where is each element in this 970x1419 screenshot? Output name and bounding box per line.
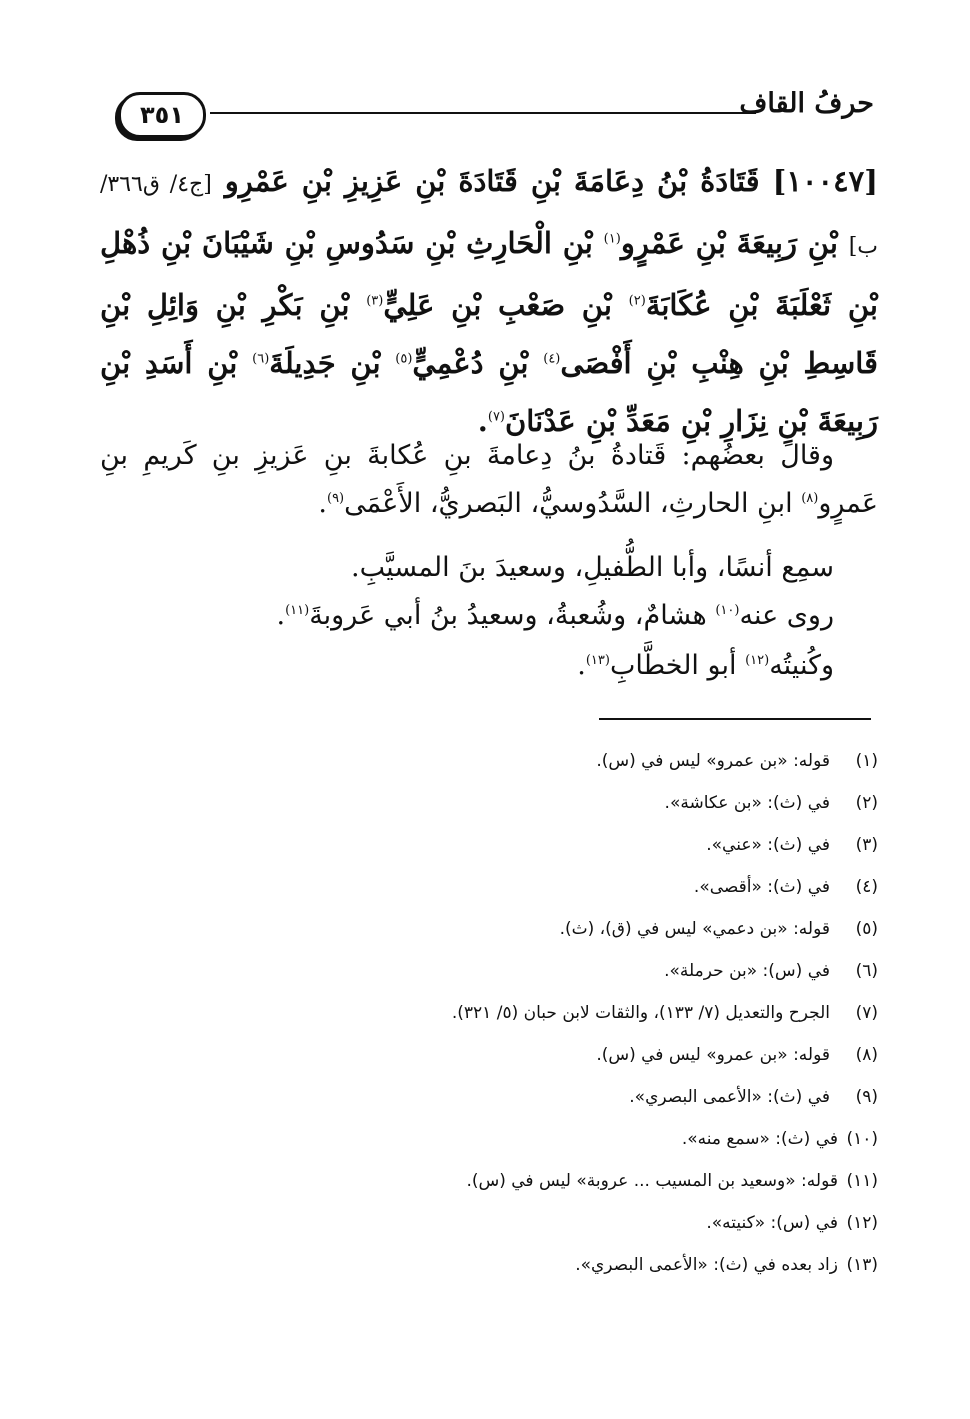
alternate-lineage-paragraph (100, 432, 878, 528)
footnote-number: (١٣) (846, 1255, 878, 1275)
footnote-item (98, 824, 878, 866)
paragraph-end: . (276, 600, 286, 631)
page-header (118, 88, 874, 144)
teachers-paragraph: سمِع أنسًا، وأبا الطُّفيلِ، وسعيدَ بنَ المسيَّبِ. (350, 552, 834, 583)
footnote-text: في (س): «بن حرملة». (664, 961, 830, 981)
footnote-number: (٦) (855, 961, 878, 981)
footnote-text: الجرح والتعديل (٧/ ١٣٣)، والثقات لابن حبان (٥/ ٣٢١). (451, 1003, 830, 1023)
footnote-marker[interactable]: (١٢) (745, 653, 770, 668)
footnote-number: (١٠) (846, 1129, 878, 1149)
footnote-text: قوله: «بن عمرو» ليس في (س). (596, 1045, 830, 1065)
footnote-text: في (ث): «أقصى». (693, 877, 830, 897)
footnote-marker[interactable]: (٤) (543, 351, 561, 367)
lineage-segment: بْنِ دُعْمِيٍّ (412, 346, 529, 380)
paragraph-text: وكُنيتُه (769, 650, 834, 681)
footnote-text: في (ث): «بن عكاشة». (664, 793, 830, 813)
footnote-text: زاد بعده في (ث): «الأعمى البصري». (575, 1255, 838, 1275)
footnote-marker[interactable]: (٦) (252, 351, 270, 367)
lineage-segment: بْنِ جَدِيلَةَ (269, 346, 381, 380)
footnote-number: (٤) (855, 877, 878, 897)
footnote-number: (١) (855, 751, 878, 771)
entry-number: [١٠٠٤٧] (772, 164, 878, 198)
footnote-number: (١٢) (846, 1213, 878, 1233)
footnote-item (98, 1244, 878, 1286)
running-title: حرفُ القاف (739, 88, 874, 119)
footnote-text: قوله: «بن عمرو» ليس في (س). (596, 751, 830, 771)
paragraph-text: وقالَ بعضُهم: قَتادةُ بنُ دِعامةَ بنِ عُكابةَ بنِ عَزيزِ بنِ كَريمِ بنِ عَمرٍو (100, 440, 878, 519)
footnote-marker[interactable]: (١١) (285, 603, 310, 618)
paragraph-text: ابنِ الحارثِ، السَّدُوسيُّ، البَصريُّ، الأَعْمَى (344, 488, 793, 519)
footnote-item (98, 1034, 878, 1076)
manuscript-reference: [ج٤/ ق٣٦٦/ ب] (100, 172, 878, 259)
footnote-marker[interactable]: (١٣) (585, 653, 610, 668)
footnote-number: (٥) (855, 919, 878, 939)
header-rule (210, 112, 756, 114)
lineage-segment: بْنِ صَعْبِ بْنِ عَلِيٍّ (383, 288, 612, 322)
lineage-segment: بْنِ الْحَارِثِ بْنِ سَدُوسِ بْنِ شَيْبَانَ بْنِ ذُهْلِ بْنِ ثَعْلَبَةَ بْنِ عُكَابَةَ (100, 226, 878, 322)
footnote-number: (١١) (846, 1171, 878, 1191)
footnote-marker[interactable]: (٣) (366, 293, 384, 309)
footnote-item (98, 950, 878, 992)
footnote-item (98, 1118, 878, 1160)
footnote-text: في (س): «كنيته». (706, 1213, 838, 1233)
footnote-item (98, 992, 878, 1034)
paragraph-text: روى عنه (739, 600, 834, 631)
entry-end: . (477, 404, 488, 438)
entry-name-line: قَتَادَةُ بْنُ دِعَامَةَ بْنِ قَتَادَةَ بْنِ عَزِيزِ بْنِ عَمْرِو (224, 164, 760, 198)
footnote-marker[interactable]: (١٠) (715, 603, 740, 618)
footnote-text: في (ث): «سمع منه». (681, 1129, 838, 1149)
footnote-marker[interactable]: (٢) (628, 293, 646, 309)
footnote-separator (599, 718, 871, 720)
footnote-number: (٣) (855, 835, 878, 855)
footnote-item (98, 1160, 878, 1202)
footnote-item (98, 782, 878, 824)
footnote-item (98, 866, 878, 908)
footnote-text: في (ث): «الأعمى البصري». (629, 1087, 830, 1107)
footnotes-list (98, 740, 878, 1286)
footnote-number: (٩) (855, 1087, 878, 1107)
footnote-marker[interactable]: (٨) (801, 491, 819, 506)
footnote-text: قوله: «وسعيد بن المسيب ... عروبة» ليس في (س). (466, 1171, 838, 1191)
footnote-marker[interactable]: (٩) (326, 491, 345, 506)
footnote-marker[interactable]: (٧) (487, 409, 505, 425)
footnote-marker[interactable]: (١) (603, 231, 621, 247)
footnote-number: (٨) (855, 1045, 878, 1065)
lineage-segment: بْنِ رَبِيعَةَ بْنِ عَمْرٍو (620, 226, 838, 260)
paragraph-end: . (318, 488, 327, 519)
students-paragraph (100, 592, 878, 640)
footnote-marker[interactable]: (٥) (395, 351, 413, 367)
paragraph-text: أبو الخطَّابِ (609, 650, 737, 681)
footnote-text: في (ث): «عني». (706, 835, 830, 855)
footnote-number: (٧) (855, 1003, 878, 1023)
footnote-item (98, 908, 878, 950)
lineage-segment: بْنِ أَسَدِ بْنِ رَبِيعَةَ بْنِ نِزَارِ بْنِ مَعَدِّ بْنِ عَدْنَانَ (100, 346, 878, 438)
lineage-segment: بْنِ بَكْرِ بْنِ وَائِلِ بْنِ قَاسِطِ بْنِ هِنْبِ بْنِ أَفْصَى (100, 288, 878, 380)
paragraph-end: . (577, 650, 586, 681)
footnote-item (98, 740, 878, 782)
footnote-item (98, 1076, 878, 1118)
footnote-number: (٢) (855, 793, 878, 813)
page-number: ٣٥١ (118, 92, 206, 138)
footnote-item (98, 1202, 878, 1244)
biography-entry (100, 152, 878, 450)
paragraph-text: هشامٌ، وشُعبةُ، وسعيدُ بنُ أبي عَروبةَ (309, 600, 707, 631)
kunya-paragraph (100, 642, 878, 690)
footnote-text: قوله: «بن دعمي» ليس في (ق)، (ث). (559, 919, 830, 939)
